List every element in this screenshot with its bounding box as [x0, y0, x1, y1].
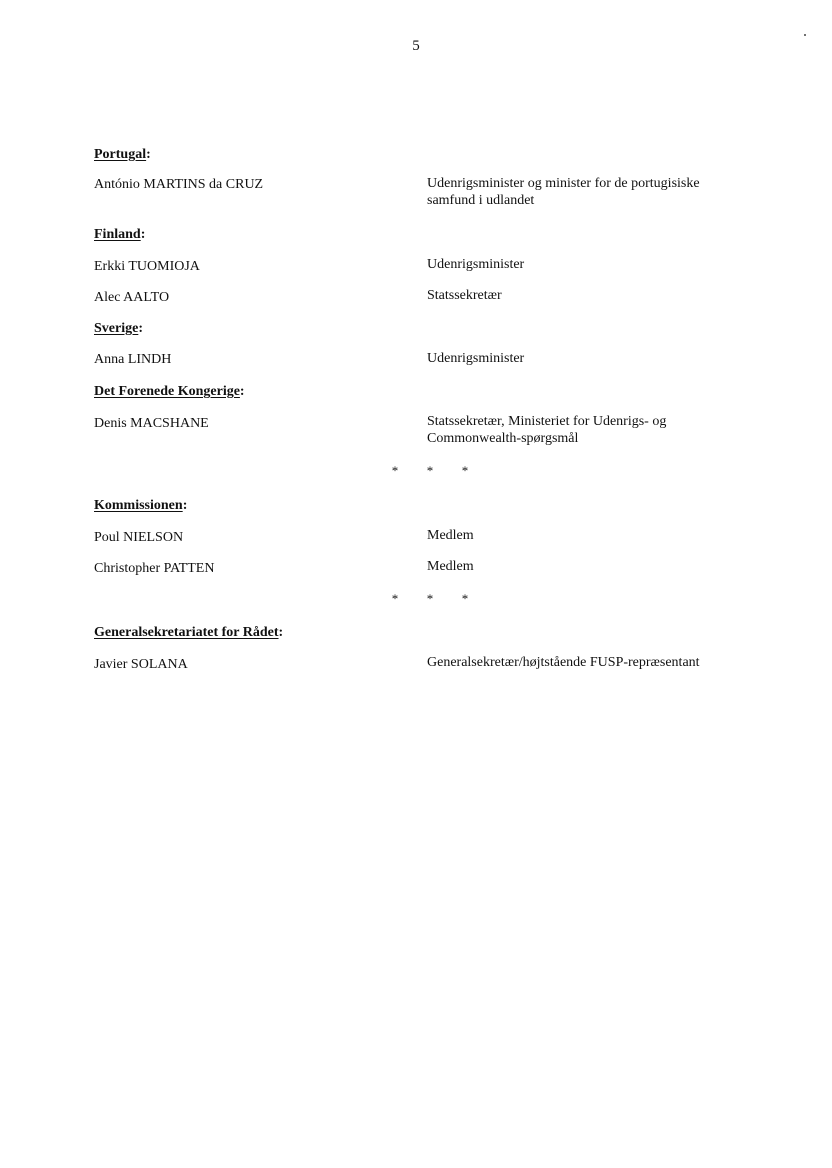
separator-star: * — [461, 463, 469, 478]
page-number: 5 — [412, 38, 420, 54]
member-name: Alec AALTO — [94, 290, 170, 305]
member-title: Udenrigsminister — [427, 351, 525, 366]
member-name: Anna LINDH — [94, 352, 172, 367]
section-heading-sverige — [94, 320, 143, 337]
separator-star: * — [391, 463, 399, 478]
separator-star: * — [426, 591, 434, 606]
member-title: Udenrigsminister — [427, 257, 525, 272]
member-title-line: Commonwealth-spørgsmål — [427, 431, 579, 446]
heading-colon: : — [278, 625, 284, 640]
section-heading-kommissionen — [94, 497, 187, 514]
section-heading-portugal — [94, 146, 151, 163]
heading-colon: : — [239, 384, 245, 399]
heading-text: Det Forenede Kongerige — [94, 384, 240, 399]
heading-text: Finland — [94, 227, 141, 242]
scan-speck — [804, 34, 806, 36]
member-title-line: Udenrigsminister og minister for de portugisiske — [427, 176, 700, 191]
member-name: Denis MACSHANE — [94, 416, 209, 431]
heading-colon: : — [140, 227, 146, 242]
member-title-line: samfund i udlandet — [427, 193, 535, 208]
section-heading-uk — [94, 383, 245, 400]
member-name: Christopher PATTEN — [94, 561, 215, 576]
member-name: Javier SOLANA — [94, 657, 188, 672]
heading-text: Kommissionen — [94, 498, 183, 513]
member-title — [427, 175, 757, 209]
separator-star: * — [426, 463, 434, 478]
member-title: Medlem — [427, 559, 474, 574]
member-name: António MARTINS da CRUZ — [94, 177, 264, 192]
heading-colon: : — [146, 147, 151, 162]
member-title-line: Statssekretær, Ministeriet for Udenrigs- og — [427, 414, 667, 429]
section-heading-generalsekretariatet — [94, 624, 283, 641]
separator-star: * — [461, 591, 469, 606]
heading-colon: : — [182, 498, 188, 513]
section-separator — [390, 590, 470, 607]
member-title: Statssekretær — [427, 288, 502, 303]
member-title: Generalsekretær/højtstående FUSP-repræsentant — [427, 655, 700, 670]
heading-text: Sverige — [94, 321, 139, 336]
section-separator — [390, 462, 470, 479]
heading-colon: : — [138, 321, 143, 336]
member-name: Erkki TUOMIOJA — [94, 259, 200, 274]
section-heading-finland — [94, 226, 145, 243]
member-title — [427, 413, 757, 447]
heading-text: Generalsekretariatet for Rådet — [94, 625, 279, 640]
separator-star: * — [391, 591, 399, 606]
member-name: Poul NIELSON — [94, 530, 184, 545]
member-title: Medlem — [427, 528, 474, 543]
heading-text: Portugal — [94, 147, 147, 162]
